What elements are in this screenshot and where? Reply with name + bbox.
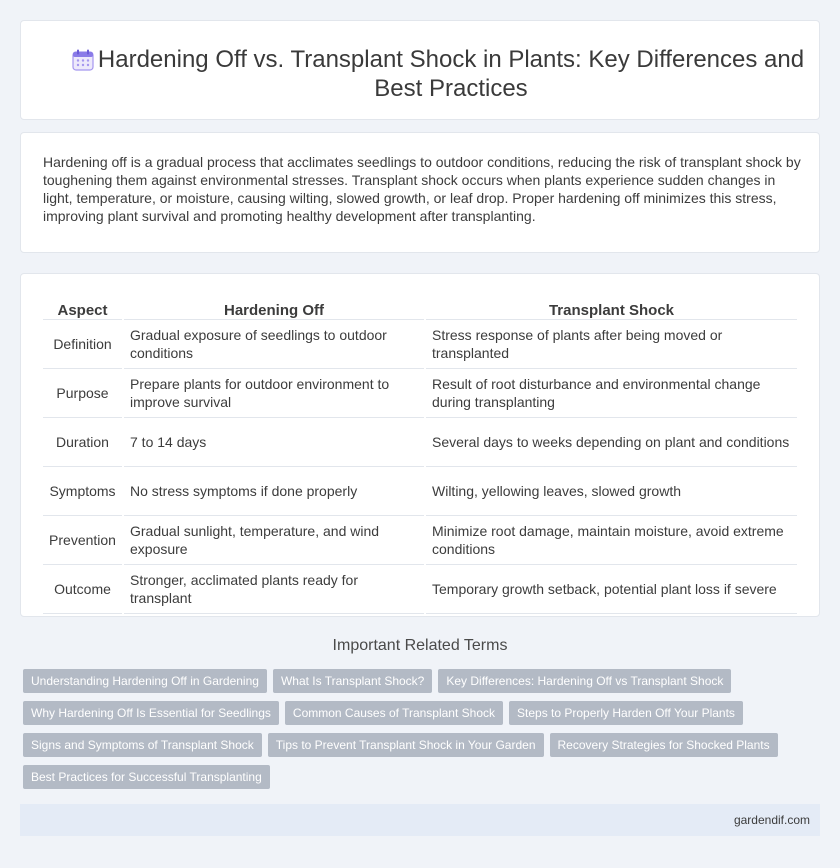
hardening-cell: Gradual sunlight, temperature, and wind exposure	[123, 515, 425, 564]
tag-link[interactable]: Understanding Hardening Off in Gardening	[23, 669, 267, 693]
header-transplant-shock: Transplant Shock	[425, 295, 797, 319]
tag-link[interactable]: Steps to Properly Harden Off Your Plants	[509, 701, 743, 725]
shock-cell: Several days to weeks depending on plant and conditions	[425, 417, 797, 466]
tag-link[interactable]: Best Practices for Successful Transplanting	[23, 765, 270, 789]
table-row	[43, 319, 797, 368]
tag-link[interactable]: What Is Transplant Shock?	[273, 669, 432, 693]
tag-link[interactable]: Common Causes of Transplant Shock	[285, 701, 503, 725]
hardening-cell: No stress symptoms if done properly	[123, 466, 425, 515]
intro-card	[20, 132, 820, 253]
table-row	[43, 417, 797, 466]
hardening-cell: Prepare plants for outdoor environment to improve survival	[123, 368, 425, 417]
aspect-cell: Prevention	[43, 515, 123, 564]
hardening-cell: 7 to 14 days	[123, 417, 425, 466]
table-row	[43, 515, 797, 564]
intro-text: Hardening off is a gradual process that acclimates seedlings to outdoor conditions, reducing the risk of transplant shock by toughening them against environmental stresses. Transplant shock occurs when plants experience sudden changes in light, temperature, or moisture, causing wilting, slowed growth, or leaf drop. Proper hardening off minimizes this stress, improving plant survival and promoting healthy development after transplanting.	[43, 154, 801, 224]
footer	[20, 804, 820, 836]
tag-link[interactable]: Signs and Symptoms of Transplant Shock	[23, 733, 262, 757]
aspect-cell: Symptoms	[43, 466, 123, 515]
tag-row	[23, 765, 823, 789]
footer-domain: gardendif.com	[733, 813, 810, 827]
tag-link[interactable]: Why Hardening Off Is Essential for Seedlings	[23, 701, 279, 725]
tag-row	[23, 701, 823, 725]
comparison-card	[20, 273, 820, 617]
shock-cell: Stress response of plants after being moved or transplanted	[425, 319, 797, 368]
table-row	[43, 466, 797, 515]
hardening-cell: Gradual exposure of seedlings to outdoor conditions	[123, 319, 425, 368]
header-hardening-off: Hardening Off	[123, 295, 425, 319]
header-aspect: Aspect	[43, 295, 123, 319]
tag-row	[23, 669, 823, 693]
table-row	[43, 368, 797, 417]
tag-link[interactable]: Recovery Strategies for Shocked Plants	[550, 733, 778, 757]
tag-link[interactable]: Key Differences: Hardening Off vs Transplant Shock	[438, 669, 731, 693]
tag-link[interactable]: Tips to Prevent Transplant Shock in Your Garden	[268, 733, 544, 757]
table-header-row	[43, 295, 797, 319]
shock-cell: Minimize root damage, maintain moisture, avoid extreme conditions	[425, 515, 797, 564]
comparison-table	[43, 295, 797, 614]
table-row	[43, 564, 797, 613]
aspect-cell: Outcome	[43, 564, 123, 613]
related-terms-tags	[23, 669, 823, 797]
shock-cell: Wilting, yellowing leaves, slowed growth	[425, 466, 797, 515]
related-terms-title: Important Related Terms	[332, 637, 508, 654]
aspect-cell: Definition	[43, 319, 123, 368]
hardening-cell: Stronger, acclimated plants ready for transplant	[123, 564, 425, 613]
aspect-cell: Duration	[43, 417, 123, 466]
page-title: Hardening Off vs. Transplant Shock in Plants: Key Differences and Best Practices	[97, 46, 805, 102]
shock-cell: Temporary growth setback, potential plant loss if severe	[425, 564, 797, 613]
tag-row	[23, 733, 823, 757]
shock-cell: Result of root disturbance and environmental change during transplanting	[425, 368, 797, 417]
header-card	[20, 20, 820, 120]
aspect-cell: Purpose	[43, 368, 123, 417]
